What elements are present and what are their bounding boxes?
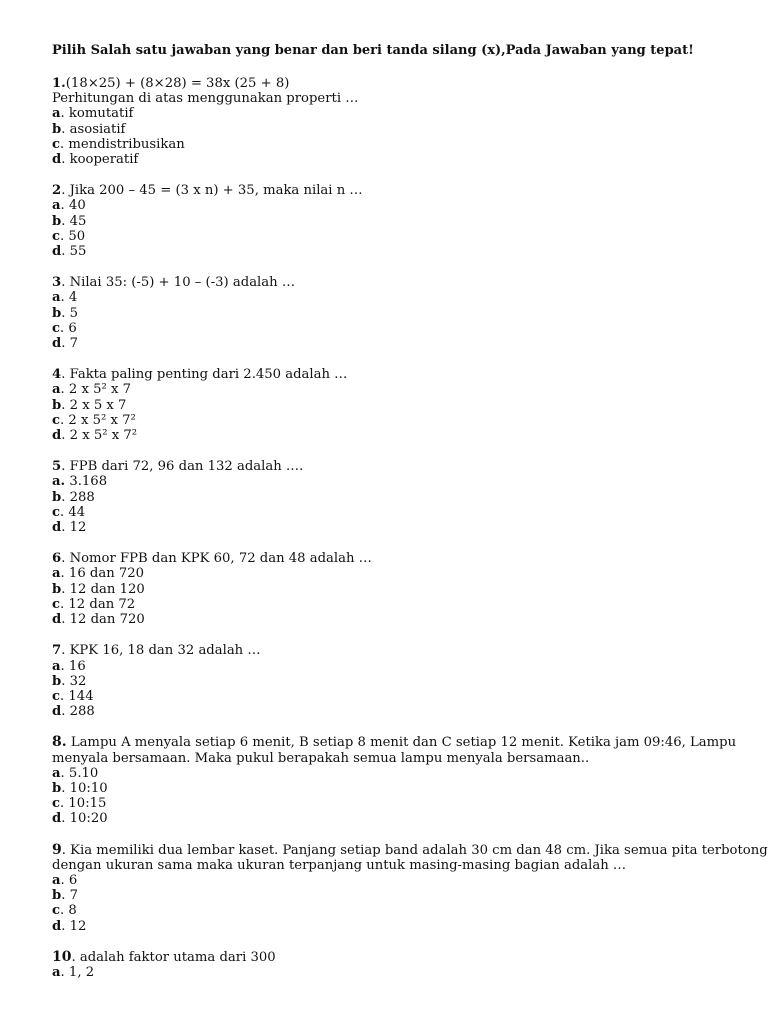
- option-text: . 7: [61, 336, 79, 352]
- option-letter: a: [52, 106, 61, 122]
- option-text: . 144: [60, 688, 94, 704]
- answer-option[interactable]: [52, 888, 752, 903]
- question-text: menyala bersamaan. Maka pukul berapakah semua lampu menyala bersamaan..: [52, 750, 590, 766]
- option-text: . 10:15: [60, 796, 107, 812]
- question-stem: [52, 76, 752, 91]
- option-text: . 2 x 5² x 7²: [61, 428, 138, 444]
- option-text: . 55: [61, 244, 87, 260]
- answer-option[interactable]: [52, 566, 752, 581]
- option-letter: a: [52, 964, 61, 980]
- question-text: . Nomor FPB dan KPK 60, 72 dan 48 adalah …: [61, 551, 372, 567]
- question-stem: [52, 275, 752, 290]
- question-number: 6: [52, 551, 62, 567]
- question-stem-continued: [52, 751, 752, 766]
- question-stem: [52, 841, 768, 858]
- answer-option[interactable]: [52, 122, 752, 137]
- option-text: . 16: [60, 658, 86, 674]
- option-text: . 6: [60, 320, 77, 336]
- option-letter: a: [52, 290, 61, 306]
- question-stem: [52, 367, 752, 382]
- answer-option[interactable]: [52, 505, 752, 520]
- question-number: 3: [52, 275, 62, 291]
- question-text: Perhitungan di atas menggunakan properti …: [52, 91, 359, 107]
- option-letter: b: [52, 121, 62, 137]
- answer-option[interactable]: [52, 152, 752, 167]
- instruction-heading: Pilih Salah satu jawaban yang benar dan beri tanda silang (x),Pada Jawaban yang tepat!: [52, 43, 694, 58]
- option-text: . 32: [61, 673, 87, 689]
- question-text: . Kia memiliki dua lembar kaset. Panjang setiap band adalah 30 cm dan 48 cm. Jika semua pita terbotong: [61, 842, 768, 858]
- question-stem-continued: [52, 858, 752, 873]
- answer-option[interactable]: [52, 321, 752, 336]
- question-2: [52, 183, 752, 259]
- option-letter: d: [52, 520, 62, 536]
- answer-option[interactable]: [52, 198, 752, 213]
- answer-option[interactable]: [52, 244, 752, 259]
- option-letter: d: [52, 612, 62, 628]
- answer-option[interactable]: [52, 229, 752, 244]
- option-text: . 2 x 5 x 7: [61, 397, 127, 413]
- option-letter: b: [52, 305, 62, 321]
- option-letter: d: [52, 244, 62, 260]
- option-letter: b: [52, 489, 62, 505]
- answer-option[interactable]: [52, 873, 752, 888]
- option-text: . mendistribusikan: [60, 136, 185, 152]
- option-letter: a: [52, 566, 61, 582]
- option-text: . 4: [60, 290, 78, 306]
- option-letter: a: [52, 765, 61, 781]
- option-letter: b: [52, 397, 62, 413]
- question-6: [52, 551, 752, 627]
- answer-option[interactable]: [52, 781, 752, 796]
- answer-option[interactable]: [52, 413, 752, 428]
- option-letter: b: [52, 673, 62, 689]
- question-text: . Fakta paling penting dari 2.450 adalah …: [61, 367, 348, 383]
- option-text: . 44: [60, 504, 86, 520]
- answer-option[interactable]: [52, 796, 752, 811]
- option-letter: c: [52, 136, 61, 152]
- option-letter: d: [52, 336, 62, 352]
- option-letter: c: [52, 228, 61, 244]
- option-letter: c: [52, 504, 61, 520]
- option-letter: c: [52, 320, 61, 336]
- option-letter: b: [52, 888, 62, 904]
- question-7: [52, 643, 752, 719]
- option-letter: b: [52, 213, 62, 229]
- option-text: . 12 dan 720: [61, 612, 145, 628]
- question-number: 5: [52, 459, 62, 475]
- question-stem: [52, 643, 752, 658]
- answer-option[interactable]: [52, 811, 752, 826]
- option-letter: a: [52, 382, 61, 398]
- question-stem: [52, 735, 752, 750]
- question-number: 1.: [52, 76, 66, 91]
- question-stem: [52, 459, 752, 474]
- option-text: . komutatif: [60, 106, 134, 122]
- option-letter: c: [52, 796, 61, 812]
- answer-option[interactable]: [52, 490, 752, 505]
- answer-option[interactable]: [52, 398, 752, 413]
- option-text: . 12: [61, 918, 87, 934]
- option-text: . 288: [61, 489, 95, 505]
- answer-option[interactable]: [52, 106, 752, 121]
- answer-option[interactable]: [52, 597, 752, 612]
- option-text: 3.168: [65, 474, 108, 490]
- option-text: . asosiatif: [61, 121, 126, 137]
- option-text: . 5: [61, 305, 79, 321]
- answer-option[interactable]: [52, 474, 752, 489]
- option-text: . 2 x 5² x 7: [60, 382, 132, 398]
- option-letter: d: [52, 811, 62, 827]
- option-text: . 10:20: [61, 811, 108, 827]
- option-letter: c: [52, 688, 61, 704]
- option-text: . 7: [61, 888, 79, 904]
- question-number: 2: [52, 183, 62, 199]
- answer-option[interactable]: [52, 336, 752, 351]
- option-text: . 2 x 5² x 7²: [60, 412, 136, 428]
- answer-option[interactable]: [52, 612, 752, 627]
- option-letter: d: [52, 704, 62, 720]
- question-5: [52, 459, 752, 535]
- option-text: . 6: [60, 872, 78, 888]
- option-letter: b: [52, 780, 62, 796]
- option-text: . 12: [61, 520, 87, 536]
- answer-option[interactable]: [52, 674, 752, 689]
- question-number: 7: [52, 643, 62, 659]
- question-text: dengan ukuran sama maka ukuran terpanjang untuk masing-masing bagian adalah …: [52, 857, 627, 873]
- option-letter: b: [52, 581, 62, 597]
- question-3: [52, 275, 752, 351]
- option-letter: d: [52, 428, 62, 444]
- option-text: . 40: [60, 198, 86, 214]
- question-number: 9: [52, 841, 62, 858]
- answer-option[interactable]: [52, 290, 752, 305]
- answer-option[interactable]: [52, 919, 752, 934]
- question-10: [52, 950, 752, 980]
- option-text: . kooperatif: [61, 152, 139, 168]
- option-text: . 45: [61, 213, 87, 229]
- option-letter: c: [52, 903, 61, 919]
- option-letter: a: [52, 198, 61, 214]
- question-number: 8.: [52, 734, 67, 751]
- worksheet-page: [52, 43, 768, 996]
- option-text: . 12 dan 120: [61, 581, 145, 597]
- answer-option[interactable]: [52, 214, 752, 229]
- question-stem: [52, 551, 752, 566]
- answer-option[interactable]: [52, 582, 752, 597]
- option-letter: c: [52, 596, 61, 612]
- question-9: [52, 841, 768, 934]
- option-text: . 5.10: [60, 765, 99, 781]
- option-letter: d: [52, 918, 62, 934]
- option-text: . 1, 2: [60, 964, 95, 980]
- question-1: [52, 76, 752, 167]
- option-letter: a: [52, 872, 61, 888]
- question-text: . Nilai 35: (-5) + 10 – (-3) adalah …: [61, 275, 296, 291]
- question-4: [52, 367, 752, 443]
- question-list: [52, 76, 768, 980]
- answer-option[interactable]: [52, 903, 752, 918]
- question-text: . adalah faktor utama dari 300: [71, 949, 276, 965]
- option-letter: c: [52, 412, 61, 428]
- question-text: (18×25) + (8×28) = 38x (25 + 8): [65, 76, 290, 91]
- question-text: . Jika 200 – 45 = (3 x n) + 35, maka nilai n …: [61, 183, 363, 199]
- answer-option[interactable]: [52, 766, 752, 781]
- option-letter: d: [52, 152, 62, 168]
- question-number: 4: [52, 367, 62, 383]
- question-stem: [52, 950, 752, 965]
- question-number: 10: [52, 948, 72, 965]
- option-text: . 288: [61, 704, 95, 720]
- answer-option[interactable]: [52, 965, 752, 980]
- answer-option[interactable]: [52, 659, 752, 674]
- option-text: . 16 dan 720: [60, 566, 145, 582]
- question-stem: [52, 183, 752, 198]
- answer-option[interactable]: [52, 428, 752, 443]
- question-text: . FPB dari 72, 96 dan 132 adalah ….: [61, 459, 304, 475]
- answer-option[interactable]: [52, 306, 752, 321]
- question-stem-continued: [52, 91, 752, 106]
- answer-option[interactable]: [52, 137, 752, 152]
- option-text: . 10:10: [61, 780, 108, 796]
- option-letter: a.: [52, 474, 66, 490]
- question-text: Lampu A menyala setiap 6 menit, B setiap 8 menit dan C setiap 12 menit. Ketika jam 09:46, Lampu: [66, 735, 737, 751]
- answer-option[interactable]: [52, 704, 752, 719]
- option-text: . 12 dan 72: [60, 596, 136, 612]
- question-8: [52, 735, 752, 826]
- option-text: . 8: [60, 903, 77, 919]
- answer-option[interactable]: [52, 520, 752, 535]
- answer-option[interactable]: [52, 382, 752, 397]
- question-text: . KPK 16, 18 dan 32 adalah …: [61, 643, 261, 659]
- answer-option[interactable]: [52, 689, 752, 704]
- option-text: . 50: [60, 228, 86, 244]
- option-letter: a: [52, 658, 61, 674]
